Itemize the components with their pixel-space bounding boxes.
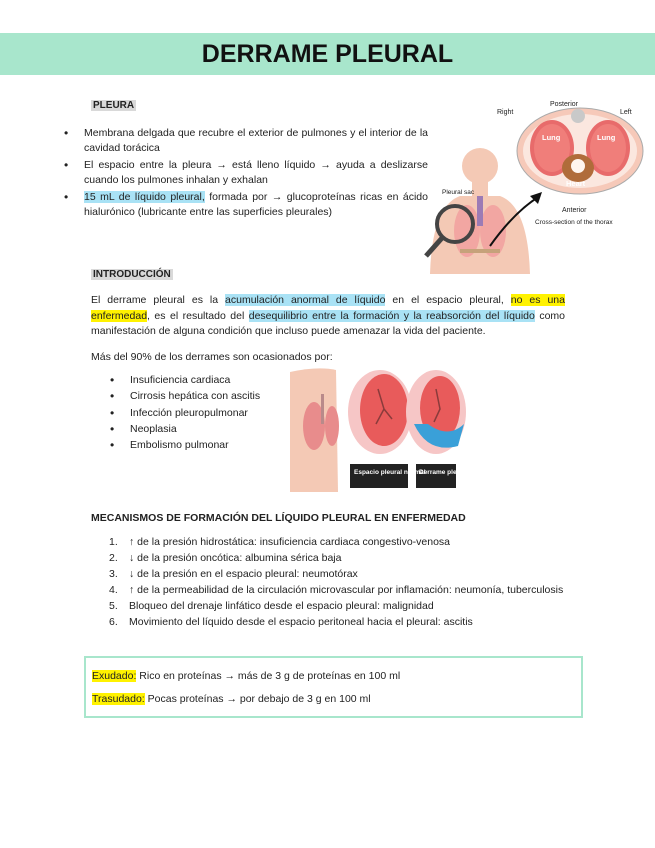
effusion-lung [406, 370, 466, 454]
list-item: • Neoplasia [110, 421, 290, 437]
list-item: 3. ↓ de la presión en el espacio pleural: neumotórax [109, 568, 358, 580]
exudado-line: Exudado: Rico en proteínas → más de 3 g de proteínas en 100 ml [92, 670, 401, 682]
list-item: 6. Movimiento del líquido desde el espacio peritoneal hacia el pleural: ascitis [109, 616, 473, 628]
list-item: • El espacio entre la pleura → está lleno líquido → ayuda a deslizarse cuando los pulmones inhalan y exhalan [64, 158, 428, 188]
list-item: 5. Bloqueo del drenaje linfático desde el espacio pleural: malignidad [109, 600, 434, 612]
list-item: • Insuficiencia cardiaca [110, 372, 290, 388]
label-cross-section: Cross-section of the thorax [535, 219, 613, 226]
list-item: • 15 mL de líquido pleural, formada por → glucoproteínas ricas en ácido hialurónico (lubricante entre las superficies pleurales) [64, 190, 428, 220]
page-title: DERRAME PLEURAL [201, 40, 454, 68]
list-item: 4. ↑ de la permeabilidad de la circulación microvascular por inflamación: neumonía, tuberculosis [109, 584, 564, 596]
list-item: 1. ↑ de la presión hidrostática: insuficiencia cardiaca congestivo-venosa [109, 536, 451, 548]
label-heart: Heart [566, 179, 586, 188]
highlight: acumulación anormal de líquido [225, 294, 386, 306]
highlight: 15 mL de líquido pleural, [84, 191, 205, 203]
mechanisms-heading: MECANISMOS DE FORMACIÓN DEL LÍQUIDO PLEURAL EN ENFERMEDAD [91, 512, 466, 524]
causes-intro: Más del 90% de los derrames son ocasionados por: [91, 351, 333, 363]
label-anterior: Anterior [562, 207, 587, 214]
list-item: • Embolismo pulmonar [110, 437, 290, 453]
definitions-box [84, 656, 583, 718]
exudado-label: Exudado: [92, 670, 137, 682]
label-normal: Espacio pleural normal [354, 469, 426, 476]
label-derrame: Derrame pleural [419, 469, 468, 476]
pleura-bullets [64, 126, 428, 222]
list-item: • Cirrosis hepática con ascitis [110, 388, 290, 404]
trasudado-label: Trasudado: [92, 693, 145, 705]
highlight: desequilibrio entre la formación y la reabsorción del líquido [248, 309, 535, 322]
highlight: no es una enfermedad [91, 294, 565, 322]
trasudado-line: Trasudado: Pocas proteínas → por debajo de 3 g en 100 ml [92, 693, 371, 705]
pleura-heading: PLEURA [93, 100, 135, 111]
effusion-illustration [288, 364, 468, 492]
intro-heading: INTRODUCCIÓN [93, 269, 171, 280]
list-item: • Infección pleuropulmonar [110, 405, 290, 421]
torso-figure [290, 368, 339, 492]
mechanisms-list [109, 534, 565, 630]
label-bg-normal [350, 464, 408, 488]
list-item: 2. ↓ de la presión oncótica: albumina sérica baja [109, 552, 342, 564]
normal-lung [348, 370, 412, 454]
label-lung-left: Lung [542, 133, 561, 142]
intro-paragraph: El derrame pleural es la acumulación anormal de líquido en el espacio pleural, no es una enfermedad, es el resultado del desequilibrio entre la formación y la reabsorción del líquido como manifestación de alguna condición que incluso puede amenazar la vida del paciente. [91, 294, 565, 337]
label-bg-derrame [416, 464, 456, 488]
label-right: Right [497, 109, 514, 116]
list-item: • Membrana delgada que recubre el exterior de pulmones y el interior de la cavidad torácica [64, 126, 428, 156]
label-posterior: Posterior [550, 101, 579, 108]
thorax-illustration [420, 96, 645, 274]
causes-list [110, 372, 290, 453]
label-pleural-sac: Pleural sac [442, 189, 475, 196]
label-lung-right: Lung [597, 133, 616, 142]
label-left: Left [620, 109, 632, 116]
title-bar [0, 33, 655, 75]
